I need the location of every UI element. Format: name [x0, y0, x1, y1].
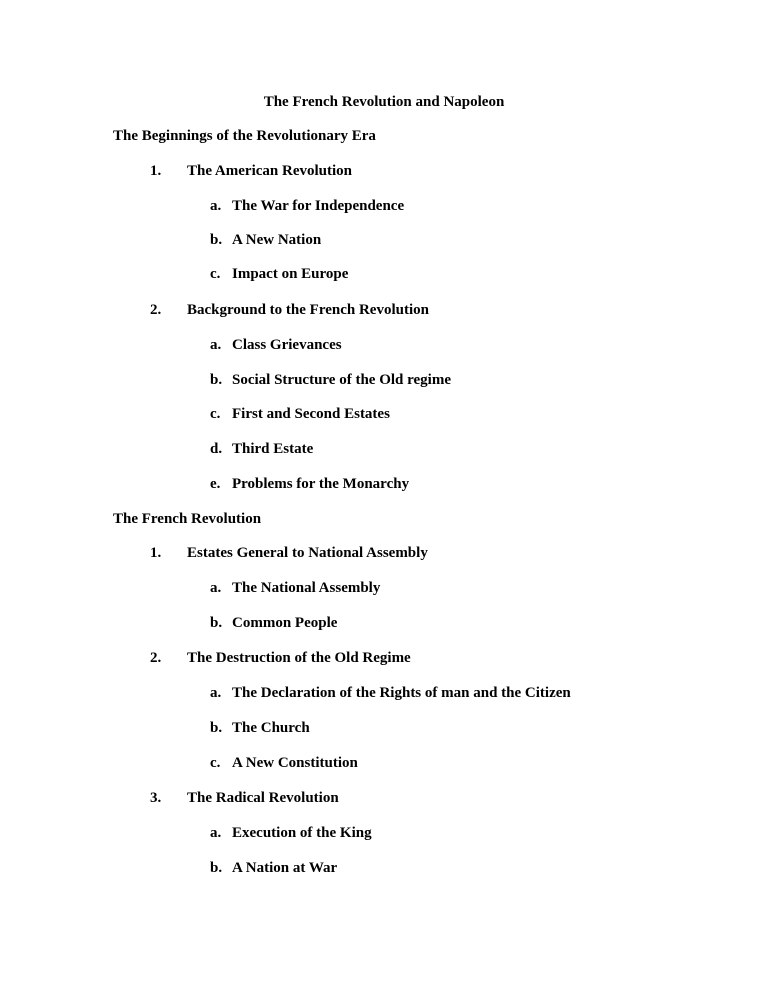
item-number: 3. [150, 790, 162, 806]
section-heading: The Beginnings of the Revolutionary Era [113, 128, 376, 144]
subitem-letter: a. [210, 580, 222, 596]
outline-item [150, 649, 411, 667]
subitem-label: Social Structure of the Old regime [232, 372, 451, 388]
item-label: The American Revolution [187, 163, 352, 179]
subitem-letter: a. [210, 337, 222, 353]
outline-item [150, 162, 352, 180]
subitem-label: The Declaration of the Rights of man and the Citizen [232, 685, 571, 701]
subitem-letter: b. [210, 615, 223, 631]
subitem-label: Third Estate [232, 441, 314, 457]
subitem-letter: c. [210, 406, 221, 422]
subitem-letter: c. [210, 266, 221, 282]
section-heading: The French Revolution [113, 511, 262, 527]
subitem-letter: d. [210, 441, 223, 457]
item-label: The Radical Revolution [187, 790, 339, 806]
outline-subitem [210, 719, 310, 737]
item-label: Estates General to National Assembly [187, 545, 428, 561]
subitem-letter: c. [210, 755, 221, 771]
subitem-label: Execution of the King [232, 825, 372, 841]
outline-subitem [210, 614, 338, 632]
outline-item [150, 544, 428, 562]
outline-subitem [210, 336, 342, 354]
subitem-label: First and Second Estates [232, 406, 390, 422]
outline-subitem [210, 265, 349, 283]
item-number: 1. [150, 163, 162, 179]
outline-subitem [210, 231, 322, 249]
subitem-letter: b. [210, 720, 223, 736]
subitem-letter: a. [210, 685, 222, 701]
subitem-label: Impact on Europe [232, 266, 349, 282]
outline-subitem [210, 371, 451, 389]
subitem-letter: e. [210, 476, 221, 492]
item-number: 2. [150, 302, 162, 318]
outline-subitem [210, 579, 381, 597]
subitem-label: A Nation at War [232, 860, 338, 876]
subitem-label: Problems for the Monarchy [232, 476, 410, 492]
subitem-label: The Church [232, 720, 310, 736]
item-label: The Destruction of the Old Regime [187, 650, 411, 666]
outline-subitem [210, 440, 314, 458]
subitem-letter: b. [210, 372, 223, 388]
outline-subitem [210, 197, 405, 215]
outline-subitem [210, 754, 358, 772]
subitem-letter: b. [210, 232, 223, 248]
subitem-letter: a. [210, 825, 222, 841]
outline-subitem [210, 859, 338, 877]
subitem-label: Common People [232, 615, 338, 631]
subitem-label: The National Assembly [232, 580, 381, 596]
outline-subitem [210, 475, 410, 493]
item-label: Background to the French Revolution [187, 302, 429, 318]
subitem-letter: a. [210, 198, 222, 214]
outline-item [150, 789, 339, 807]
item-number: 1. [150, 545, 162, 561]
subitem-label: A New Constitution [232, 755, 358, 771]
subitem-letter: b. [210, 860, 223, 876]
document-title: The French Revolution and Napoleon [263, 94, 505, 110]
outline-item [150, 301, 429, 319]
outline-subitem [210, 824, 372, 842]
outline-subitem [210, 684, 571, 702]
item-number: 2. [150, 650, 162, 666]
subitem-label: Class Grievances [232, 337, 342, 353]
outline-subitem [210, 405, 390, 423]
subitem-label: The War for Independence [232, 198, 405, 214]
subitem-label: A New Nation [232, 232, 322, 248]
